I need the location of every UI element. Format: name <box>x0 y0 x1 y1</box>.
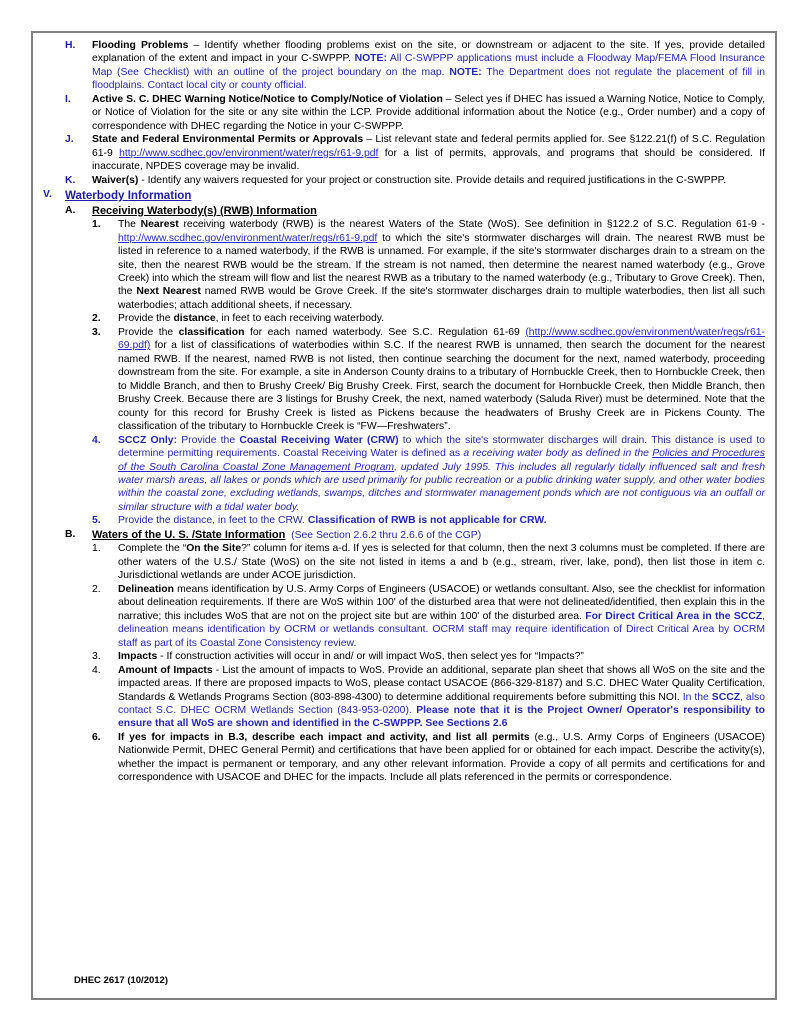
b4-text-1: - List the amount of impacts to WoS. Provide an additional, separate plan sheet that shows all WoS on the site and the impacted areas. If there are proposed impacts to WoS, please contact USACOE (866-329-8187) and S.C. DHEC Water Quality Certification, Standards & Wetlands Programs Section (803-898-4300) to determine additional requirements before submitting this NOI. <box>118 664 765 703</box>
item-h-note2-label: NOTE: <box>449 66 482 78</box>
a1-bold-next-nearest: Next Nearest <box>136 286 201 298</box>
list-body-i <box>92 93 765 133</box>
item-j-text-1: – List relevant state and federal permits applied for. See §122.21(f) of S.C. Regulation 61-9 <box>92 134 765 159</box>
list-body-a4 <box>118 434 765 515</box>
item-k-text: - Identify any waivers requested for your project or construction site. Provide details and required justifications in the C-SWPPP. <box>138 174 727 186</box>
a2-text-2: , in feet to each receiving waterbody. <box>215 313 385 325</box>
item-i-title: Active S. C. DHEC Warning Notice/Notice to Comply/Notice of Violation <box>92 93 443 105</box>
b3-text-1: - If construction activities will occur in and/ or will impact WoS, then select yes for “Impacts?” <box>157 651 584 663</box>
list-item-a3 <box>43 326 765 434</box>
list-marker-b1: 1. <box>92 543 101 555</box>
list-item-h <box>43 39 765 93</box>
list-marker-h: H. <box>65 40 76 51</box>
b6-bold-describe-permits: If yes for impacts in B.3, describe each impact and activity, and list all permits <box>118 731 530 743</box>
list-marker-k: K. <box>65 174 76 186</box>
a5-bold-classification-note: Classification of RWB is not applicable for CRW. <box>307 515 547 527</box>
section-v-a <box>43 204 765 218</box>
section-v-b-title: Waters of the U. S. /State Information <box>92 528 286 541</box>
a2-bold-distance: distance <box>173 313 216 325</box>
r61-9-pdf-link-2[interactable]: http://www.scdhec.gov/environment/water/regs/r61-9.pdf <box>118 232 378 244</box>
a3-text-1: Provide the <box>118 326 179 338</box>
list-marker-a5: 5. <box>92 515 101 527</box>
a1-text-1: The <box>118 219 141 231</box>
list-marker-b3: 3. <box>92 651 101 663</box>
section-v-body <box>65 188 765 203</box>
list-marker-b6: 6. <box>92 731 101 743</box>
list-body-a3 <box>118 326 765 434</box>
b4-text-3: , also contact S.C. DHEC OCRM Wetlands Section (843-953-0200). <box>118 691 765 716</box>
r61-9-pdf-link[interactable]: http://www.scdhec.gov/environment/water/regs/r61-9.pdf <box>119 147 379 159</box>
section-v-a-body <box>92 204 765 218</box>
b2-bold-direct-critical-area: For Direct Critical Area in the SCCZ <box>585 610 763 622</box>
section-v-a-title: Receiving Waterbody(s) (RWB) Information <box>92 204 317 217</box>
section-v-b-subtitle: (See Section 2.6.2 thru 2.6.6 of the CGP) <box>291 529 482 541</box>
list-item-a1 <box>43 218 765 312</box>
list-item-i <box>43 93 765 133</box>
list-item-b6 <box>43 731 765 785</box>
item-j-title: State and Federal Environmental Permits or Approvals <box>92 134 364 146</box>
list-item-b1 <box>43 542 765 582</box>
section-v <box>43 188 765 203</box>
b4-text-2: In the <box>679 691 712 703</box>
item-h-note1-label: NOTE: <box>354 53 387 65</box>
list-body-a2 <box>118 312 765 325</box>
list-marker-a1: 1. <box>92 219 101 231</box>
a1-text-2: receiving waterbody (RWB) is the nearest Waters of the State (WoS). See definition in §122.2 of S.C. Regulation 61-9 - <box>178 219 765 231</box>
b2-text-2: , delineation means identification by OCRM or wetlands consultant. OCRM staff may require identification of Direct Critical Area by OCRM staff as part of its Coastal Zone Consistency review. <box>118 610 766 649</box>
item-h-title: Flooding Problems <box>92 40 189 51</box>
item-i-text: – Select yes if DHEC has issued a Warning Notice, Notice to Comply, or Notice of Violation for the site or any site within the LCP. Provide additional information about the Notice (e.g., Order number) and a copy of correspondence with DHEC regarding the Notice in your C-SWPPP. <box>92 93 765 132</box>
b4-bold-responsibility-note: Please note that it is the Project Owner/ Operator's responsibility to ensure that all WoS are shown and identified in the C-SWPPP. See Sections 2.6 <box>118 704 765 730</box>
list-item-k <box>43 174 765 187</box>
a1-text-3: to which the site's stormwater discharges will drain. The nearest RWB must be listed in reference to a named waterbody, if the RWB is unnamed. For example, if the site's stormwater discharges drain to a stream on the site, then the nearest RWB would be the stream. If the stream is not named, then determine the nearest named waterbody (e.g., Grove Creek) into which the stream will flow and list the nearest RWB as a tributary to the named waterbody (e.g., Tributary to Grove Creek). Then, the <box>118 232 765 298</box>
section-v-a-marker: A. <box>65 204 76 216</box>
a4-text-1: Provide the <box>177 434 240 446</box>
list-body-k <box>92 174 765 187</box>
b1-bold-on-the-site: On the Site <box>186 543 242 555</box>
document-content <box>43 39 765 785</box>
section-v-b <box>43 528 765 542</box>
a2-text-1: Provide the <box>118 313 174 325</box>
item-k-title: Waiver(s) <box>92 174 139 186</box>
list-marker-b2: 2. <box>92 583 101 595</box>
item-h-note1-text: All C-SWPPP applications must include a Floodway Map/FEMA Flood Insurance Map (See Checklist) with an outline of the project boundary on the map. <box>92 53 766 78</box>
a1-text-4: named RWB would be Grove Creek. If the site's stormwater discharges drain to multiple waterbodies, then list all such waterbodies; attach additional sheets, if necessary. <box>118 286 765 311</box>
a4-text-2: to which the site's stormwater discharges will drain. This distance is used to determine permitting requirements. Coastal Receiving Water is defined as <box>118 434 766 460</box>
a3-text-2: for each named waterbody. See S.C. Regulation 61-69 <box>244 326 526 338</box>
item-h-note2-text: The Department does not regulate the placement of fill in floodplains. Contact local city or county official. <box>92 66 765 92</box>
a1-bold-nearest: Nearest <box>140 219 179 231</box>
a4-italic-underline-program: Policies and Procedures of the South Carolina Coastal Zone Management Program <box>118 448 765 473</box>
b2-bold-delineation: Delineation <box>118 583 175 595</box>
a3-bold-classification: classification <box>178 326 245 338</box>
list-marker-a4: 4. <box>92 434 101 446</box>
list-marker-b4: 4. <box>92 664 101 676</box>
item-h-text: – Identify whether flooding problems exist on the site, or downstream or adjacent to the site. If yes, provide detailed explanation of the extent and impact in your C-SWPPP. <box>92 40 765 65</box>
list-marker-a2: 2. <box>92 313 101 325</box>
a4-italic-1: a receiving water body as defined in the <box>463 448 653 460</box>
list-body-b3 <box>118 650 765 663</box>
b1-text-1: Complete the “ <box>118 543 187 555</box>
b4-bold-amount-of-impacts: Amount of Impacts <box>118 664 213 676</box>
list-body-a5 <box>118 514 765 527</box>
list-marker-j: J. <box>65 134 74 146</box>
section-v-marker: V. <box>43 189 52 201</box>
list-body-b6 <box>118 731 765 785</box>
list-body-b4 <box>118 664 765 731</box>
a4-bold-sccz-only: SCCZ Only: <box>118 434 178 446</box>
form-id-footer: DHEC 2617 (10/2012) <box>74 975 168 986</box>
list-item-b3 <box>43 650 765 663</box>
list-body-b1 <box>118 542 765 582</box>
list-body-b2 <box>118 583 765 650</box>
b3-bold-impacts: Impacts <box>118 651 158 663</box>
b4-bold-sccz: SCCZ <box>711 691 741 703</box>
document-page <box>31 31 777 1000</box>
a3-text-3: for a list of classifications of waterbodies within S.C. If the nearest RWB is unnamed, then search the document for the nearest named RWB. If the nearest, named RWB is not listed, then continue searching the document for the next, named waterbody, proceeding downstream from the site. For example, a site in Anderson County drains to a tributary of Hornbuckle Creek, then to Hornbuckle Creek, then to Middle Branch, and then to Brushy Creek/ Big Brushy Creek. First, search the document for Hornbuckle Creek, then Middle Branch, then Brushy Creek. Because there are 3 listings for Brushy Creek, the next, named waterbody (Saluda River) must be determined. Note that the county for this record for Brushy Creek is listed as Pickens because the headwaters of Brushy Creek are in Pickens County. The classification of the tributary to Hornbuckle Creek is “FW—Freshwaters”. <box>118 340 765 433</box>
list-item-j <box>43 133 765 173</box>
list-item-a2 <box>43 312 765 325</box>
r61-69-pdf-link[interactable]: (http://www.scdhec.gov/environment/water/regs/r61-69.pdf) <box>118 326 765 352</box>
a4-bold-crw: Coastal Receiving Water (CRW) <box>239 434 399 446</box>
list-item-b4 <box>43 664 765 731</box>
b2-text-1: means identification by U.S. Army Corps of Engineers (USACOE) or wetlands consultant. Also, see the checklist for information about delineation requirements. If there are WoS within 100' of the disturbed area that were not delineated/identified, then explain this in the narrative; this includes WoS that are not on the project site but are within 100' of the disturbed area. <box>118 583 765 622</box>
list-marker-i: I. <box>65 93 71 105</box>
section-v-b-marker: B. <box>65 528 76 540</box>
list-body-a1 <box>118 218 765 312</box>
section-v-b-body <box>92 528 765 542</box>
a4-italic-2: , updated July 1995. This includes all regularly tidally influenced salt and fresh water marsh areas, all lakes or ponds which are used primarily for public recreation or a public drinking water supply, and other water bodies within the coastal zone, excluding wetlands, swamps, ditches and stormwater management ponds which are not contiguous via an outfall or similar structure with a tidal water body. <box>118 461 765 513</box>
list-marker-a3: 3. <box>92 326 101 338</box>
list-body-h <box>92 39 765 93</box>
list-item-a5 <box>43 514 765 527</box>
list-item-a4 <box>43 434 765 515</box>
b6-text-1: (e.g., U.S. Army Corps of Engineers (USACOE) Nationwide Permit, DHEC General Permit) and certifications that have been applied for or obtained for each impact. Describe the activity(s), whether the impact is permanent or temporary, and any other relevant information. Provide a copy of all permits and certifications for and correspondence with USACOE and DHEC for the impacts. Include all plats referenced in the permits or correspondence. <box>118 731 765 784</box>
item-j-text-2: for a list of permits, approvals, and programs that should be considered. If inaccurate, NPDES coverage may be invalid. <box>92 147 765 173</box>
a5-text-1: Provide the distance, in feet to the CRW. <box>118 515 308 527</box>
list-body-j <box>92 133 765 173</box>
section-v-title: Waterbody Information <box>65 189 192 203</box>
list-item-b2 <box>43 583 765 650</box>
b1-text-2: ?” column for items a-d. If yes is selected for that column, then the next 3 columns must be completed. If there are other waters of the U.S./ State (WoS) on the site not listed in items a and b (e.g., stream, river, lake, pond), then list those in item c. Jurisdictional wetlands are under ACOE jurisdiction. <box>118 543 765 582</box>
